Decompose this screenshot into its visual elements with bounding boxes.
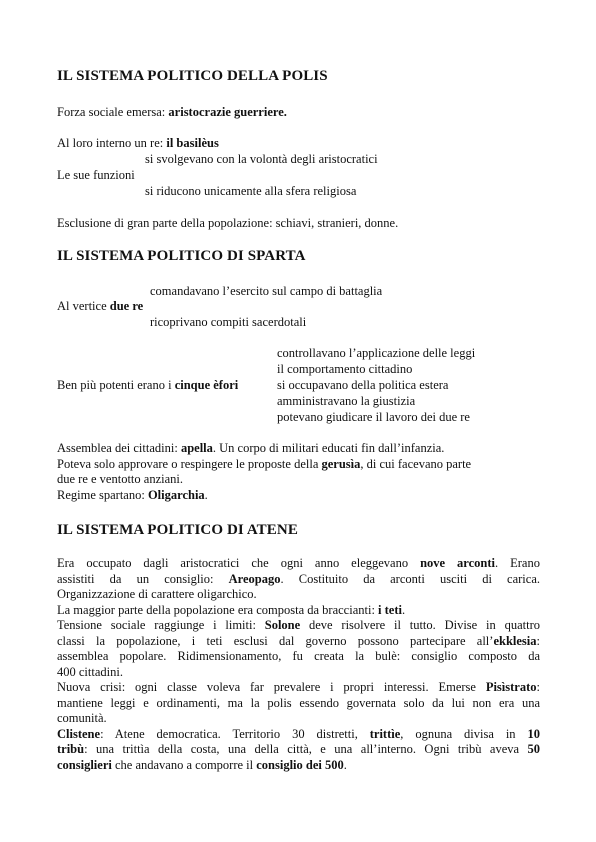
sparta-vertice-line — [57, 299, 143, 315]
sparta-assemblea-line — [57, 441, 540, 457]
text-run: deve risolvere il tutto. Divise in quattro — [300, 618, 540, 632]
sparta-efori-item: il comportamento cittadino — [277, 362, 413, 376]
atene-pisistrato: Pisìstrato — [485, 680, 537, 694]
sparta-efori-item: si occupavano della politica estera — [277, 378, 449, 392]
text-run — [57, 457, 471, 473]
sparta-efori-line — [57, 378, 238, 394]
text-run: assistiti da un consiglio: — [57, 571, 229, 586]
text-run: Tensione sociale raggiunge i limiti: — [57, 618, 265, 632]
polis-forza-line — [57, 105, 287, 121]
text-run: , ognuna divisa in — [400, 726, 528, 741]
text-run: classi la popolazione, i teti esclusi dal governo possono partecipare all’ — [57, 633, 494, 648]
atene-line: comunità. — [57, 711, 107, 725]
atene-line — [57, 727, 540, 743]
atene-consiglieri: consiglieri — [57, 757, 112, 772]
text-run: Poteva solo approvare o respingere le proposte della — [57, 456, 322, 471]
text-run: . — [204, 487, 208, 502]
text-run: , di cui facevano parte — [360, 456, 472, 471]
sparta-gerusia: gerusìa — [321, 456, 361, 471]
sparta-efori-item: controllavano l’applicazione delle leggi — [277, 346, 476, 360]
text-run: . Erano — [495, 556, 540, 570]
text-run: La maggior parte della popolazione era composta da braccianti: — [57, 602, 379, 617]
polis-funzioni-1: si svolgevano con la volontà degli aristocratici — [145, 152, 378, 166]
sparta-vertice-value: due re — [109, 299, 144, 313]
text-run: : una trittìa della costa, una della città, e una all’interno. Ogni tribù aveva — [84, 742, 528, 756]
atene-nove-arconti: nove arconti — [420, 556, 496, 570]
section-title-sparta: IL SISTEMA POLITICO DI SPARTA — [57, 248, 306, 264]
sparta-re-2: ricoprivano compiti sacerdotali — [150, 315, 307, 329]
atene-tribu: tribù — [57, 742, 85, 756]
sparta-efori-item: potevano giudicare il lavoro dei due re — [277, 410, 470, 424]
atene-line: 400 cittadini. — [57, 664, 123, 679]
atene-i-teti: i teti — [378, 602, 402, 617]
text-run: : — [536, 633, 540, 648]
atene-line — [57, 680, 540, 696]
text-run: Era occupato dagli aristocratici che ogni anno eleggevano — [57, 556, 421, 570]
text-run: : Atene democratica. Territorio 30 distretti, — [100, 726, 370, 741]
polis-funzioni-2: si riducono unicamente alla sfera religiosa — [145, 184, 357, 198]
atene-trittie: trittìe — [369, 726, 401, 741]
polis-esclusione: Esclusione di gran parte della popolazione: schiavi, stranieri, donne. — [57, 216, 399, 230]
sparta-re-1: comandavano l’esercito sul campo di battaglia — [150, 284, 383, 298]
polis-interno-value: il basilèus — [166, 136, 219, 150]
text-run: Regime spartano: — [57, 487, 148, 502]
polis-funzioni-label: Le sue funzioni — [57, 168, 135, 182]
atene-line: Organizzazione di carattere oligarchico. — [57, 587, 257, 601]
atene-line — [57, 758, 540, 774]
polis-interno-line — [57, 136, 219, 152]
atene-areopago: Areopago — [228, 571, 281, 586]
sparta-efori-label: Ben più potenti erano i — [57, 378, 175, 392]
text-run: . — [343, 757, 347, 772]
atene-line — [57, 572, 540, 588]
atene-consiglio-500: consiglio dei 500 — [256, 757, 344, 772]
atene-line — [57, 603, 540, 619]
text-run: Nuova crisi: ogni classe voleva far prevalere i propri interessi. Emerse — [57, 680, 486, 694]
section-title-atene: IL SISTEMA POLITICO DI ATENE — [57, 522, 298, 538]
polis-interno-label: Al loro interno un re: — [57, 136, 167, 150]
text-run: Assemblea dei cittadini: — [57, 441, 181, 455]
sparta-regime-line — [57, 488, 540, 504]
text-run: . — [402, 602, 406, 617]
sparta-oligarchia: Oligarchia — [147, 487, 205, 502]
text-run: che andavano a comporre il — [111, 757, 257, 772]
sparta-efori-item: amministravano la giustizia — [277, 394, 416, 408]
atene-line: assemblea popolare. Ridimensionamento, fu creata la bulè: consiglio composto da — [57, 649, 540, 663]
text-run: . Costituito da arconti usciti di carica. — [280, 571, 540, 586]
sparta-poteva-line-2: due re e ventotto anziani. — [57, 472, 183, 486]
sparta-vertice-label: Al vertice — [57, 299, 110, 313]
section-title-polis: IL SISTEMA POLITICO DELLA POLIS — [57, 68, 328, 84]
atene-clistene: Clistene — [57, 726, 101, 741]
atene-line — [57, 618, 540, 634]
atene-line — [57, 556, 540, 572]
polis-forza-value: aristocrazie guerriere. — [168, 105, 287, 119]
atene-line — [57, 742, 540, 758]
atene-cinquanta: 50 — [527, 742, 540, 756]
atene-paragraph — [57, 556, 540, 773]
sparta-efori-value: cinque èfori — [174, 378, 239, 392]
sparta-poteva-line — [57, 457, 540, 473]
atene-line: mantiene leggi e ordinamenti, ma la polis essendo governata solo da lui non era una — [57, 695, 540, 710]
atene-dieci: 10 — [527, 726, 540, 741]
atene-line — [57, 634, 540, 650]
sparta-assemblea-paragraph — [57, 441, 540, 503]
text-run: . Un corpo di militari educati fin dall’infanzia. — [212, 441, 445, 455]
polis-forza-label: Forza sociale emersa: — [57, 105, 169, 119]
atene-solone: Solone — [264, 618, 301, 632]
sparta-apella: apella — [180, 441, 213, 455]
atene-ekklesia: ekklesia — [493, 633, 537, 648]
text-run: : — [536, 680, 540, 694]
